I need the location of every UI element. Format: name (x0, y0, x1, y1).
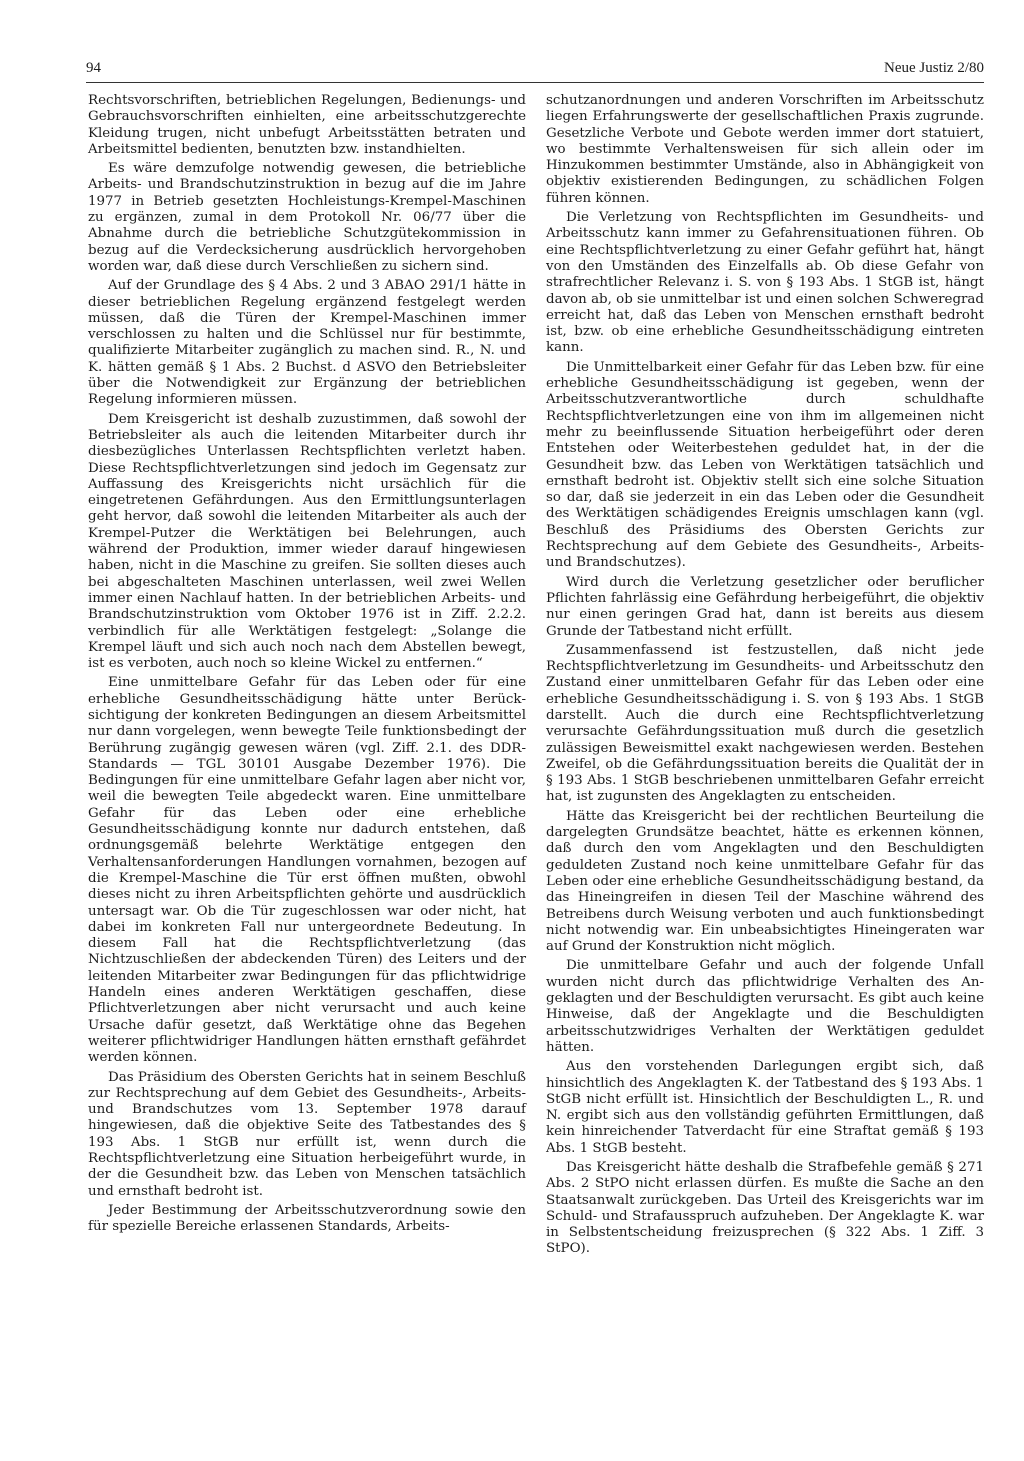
paragraph: Aus den vorstehenden Darlegungen ergibt sich, daß hinsichtlich des Angeklagten K. der Tatbestand des § 193 Abs. 1 StGB nicht erfüllt ist. Hinsichtlich der Beschuldigten L., R. und N. ergibt sich aus den vollständig geführten Ermittlungen, daß kein hinreichender Tatverdacht für eine Straftat gemäß § 193 Abs. 1 StGB besteht. (546, 1059, 984, 1156)
page-number: 94 (86, 60, 101, 76)
paragraph: Eine unmittelbare Gefahr für das Leben oder für eine erhebliche Gesundheitsschädigung hätte unter Berücksichtigung der konkreten Bedingungen an diesem Arbeitsmittel nur dann vorgelegen, wenn bewegte Teile funktionsbedingt der Berührung zugängig gewesen wären (vgl. Ziff. 2.1. des DDR-Standards — TGL 30101 Ausgabe Dezember 1976). Die Bedingungen für eine unmittelbare Gefahr lagen aber nicht vor, weil die bewegten Teile abgedeckt waren. Eine unmittelbare Gefahr für das Leben oder eine erhebliche Gesundheitsschädigung konnte nur dadurch entstehen, daß ordnungsgemäß belehrte Werktätige entgegen den Verhaltensanforderungen Handlungen vornahmen, bezogen auf die Krempel-Maschine die Tür erst öffnen mußten, obwohl dieses nicht zu ihren Arbeitspflichten gehörte und ausdrücklich untersagt war. Ob die Tür zugeschlossen war oder nicht, hat dabei im konkreten Fall nur untergeordnete Bedeutung. In diesem Fall hat die Rechtspflichtverletzung (das Nichtzuschließen der abdeckenden Türen) des Leiters und der leitenden Mitarbeiter zwar Bedingungen für das pflichtwidrige Handeln eines anderen Werktätigen geschaffen, diese Pflichtverletzungen aber nicht verursacht und auch keine Ursache dafür gesetzt, daß Werktätige ohne das Begehen weiterer pflichtwidriger Handlungen hätten ernsthaft gefährdet werden können. (88, 675, 526, 1066)
paragraph: Das Kreisgericht hätte deshalb die Strafbefehle gemäß § 271 Abs. 2 StPO nicht erlassen dürfen. Es mußte die Sache an den Staatsanwalt zurückgeben. Das Urteil des Kreisgerichts war im Schuld- und Strafausspruch aufzuheben. Der Angeklagte K. war in Selbstentscheidung freizusprechen (§ 322 Abs. 1 Ziff. 3 StPO). (546, 1160, 984, 1257)
paragraph: Rechtsvorschriften, betrieblichen Regelungen, Bedienungs- und Gebrauchsvorschriften einhielten, eine arbeitsschutzgerechte Kleidung trugen, nicht unbefugt Arbeitsstätten betraten und Arbeitsmittel bedienten, benutzten bzw. instandhielten. (88, 93, 526, 157)
paragraph: schutzanordnungen und anderen Vorschriften im Arbeitsschutz liegen Erfahrungswerte der gesellschaftlichen Praxis zugrunde. Gesetzliche Verbote und Gebote werden immer dort statuiert, wo bestimmte Verhaltensweisen für sich allein oder im Hinzukommen bestimmter Umstände, also in Abhängigkeit von objektiv existierenden Bedingungen, zu schädlichen Folgen führen können. (546, 93, 984, 206)
paragraph: Jeder Bestimmung der Arbeitsschutzverordnung sowie den für spezielle Bereiche erlassenen Standards, Arbeits- (88, 1202, 526, 1235)
page-header (86, 60, 984, 83)
paragraph: Wird durch die Verletzung gesetzlicher oder beruflicher Pflichten fahrlässig eine Gefährdung herbeigeführt, die objektiv nur einen geringen Grad hat, dann ist bereits aus diesem Grunde der Tatbestand nicht erfüllt. (546, 574, 984, 639)
paragraph: Dem Kreisgericht ist deshalb zuzustimmen, daß sowohl der Betriebsleiter als auch die leitenden Mitarbeiter durch ihr diesbezügliches Unterlassen Rechtspflichten verletzt haben. Diese Rechtspflichtverletzungen sind jedoch im Gegensatz zur Auffassung des Kreisgerichts nicht ursächlich für die eingetretenen Gefährdungen. Aus den Ermittlungsunterlagen geht hervor, daß sowohl die leitenden Mitarbeiter als auch der Krempel-Putzer die Werktätigen bei Belehrungen, auch während der Produktion, immer wieder darauf hingewiesen haben, nicht in die Maschine zu greifen. Sie sollten dieses auch bei abgeschalteten Maschinen unterlassen, weil zwei Wellen immer einen Nachlauf hatten. In der betrieblichen Arbeits- und Brandschutzinstruktion vom Oktober 1976 ist in Ziff. 2.2.2. verbindlich für alle Werktätigen festgelegt: „Solange die Krempel läuft und sich auch noch nach dem Abstellen bewegt, ist es verboten, auch noch so kleine Wickel zu entfernen.“ (88, 411, 526, 672)
right-column (546, 93, 984, 1261)
paragraph: Die Verletzung von Rechtspflichten im Gesundheits- und Arbeitsschutz kann immer zu Gefahrensituationen führen. Ob eine Rechtspflichtverletzung zu einer Gefahr geführt hat, hängt von den Umständen des Einzelfalls ab. Ob diese Gefahr von strafrechtlicher Relevanz i. S. von § 193 Abs. 1 StGB ist, hängt davon ab, ob sie unmittelbar ist und einen solchen Schweregrad erreicht hat, daß das Leben von Menschen ernsthaft bedroht ist, bzw. ob eine erhebliche Gesundheitsschädigung eintreten kann. (546, 210, 984, 356)
paragraph: Es wäre demzufolge notwendig gewesen, die betriebliche Arbeits- und Brandschutzinstruktion in bezug auf die im Jahre 1977 in Betrieb gesetzten Hochleistungs-Krempel-Maschinen zu ergänzen, zumal in dem Protokoll Nr. 06/77 über die Abnahme durch die betriebliche Schutzgütekommission in bezug auf die Verdecksicherung ausdrücklich hervorgehoben worden war, daß diese durch Verschließen zu sichern sind. (88, 161, 526, 274)
journal-reference: Neue Justiz 2/80 (884, 60, 984, 76)
paragraph: Zusammenfassend ist festzustellen, daß nicht jede Rechtspflichtverletzung im Gesundheits- und Arbeitsschutz den Zustand einer unmittelbaren Gefahr für das Leben oder eine erhebliche Gesundheitsschädigung i. S. von § 193 Abs. 1 StGB darstellt. Auch die durch eine Rechtspflichtverletzung verursachte Gefährdungssituation muß durch die gesetzlich zulässigen Beweismittel exakt nachgewiesen werden. Bestehen Zweifel, ob die Gefährdungssituation bereits die Qualität der in § 193 Abs. 1 StGB beschriebenen unmittelbaren Gefahr erreicht hat, ist zugunsten des Angeklagten zu entscheiden. (546, 642, 984, 805)
paragraph: Das Präsidium des Obersten Gerichts hat in seinem Beschluß zur Rechtsprechung auf dem Gebiet des Gesundheits-, Arbeits- und Brandschutzes vom 13. September 1978 darauf hingewiesen, daß die objektive Seite des Tatbestandes des § 193 Abs. 1 StGB nur erfüllt ist, wenn durch die Rechtspflichtverletzung eine Situation herbeigeführt wurde, in der die Gesundheit bzw. das Leben von Menschen tatsächlich und ernsthaft bedroht ist. (88, 1069, 526, 1199)
paragraph: Die Unmittelbarkeit einer Gefahr für das Leben bzw. für eine erhebliche Gesundheitsschädigung ist gegeben, wenn der Arbeitsschutzverantwortliche durch schuldhafte Rechtspflichtverletzungen eine von ihm im allgemeinen nicht mehr zu beeinflussende Situation herbeigeführt oder deren Entstehen oder Weiterbestehen geduldet hat, in der die Gesundheit bzw. das Leben von Werktätigen tatsächlich und ernsthaft bedroht ist. Objektiv stellt sich eine solche Situation so dar, daß sie jederzeit in ein das Leben oder die Gesundheit des Werktätigen schädigendes Ereignis umschlagen kann (vgl. Beschluß des Präsidiums des Obersten Gerichts zur Rechtsprechung auf dem Gebiete des Gesundheits-, Arbeits- und Brandschutzes). (546, 359, 984, 571)
paragraph: Die unmittelbare Gefahr und auch der folgende Unfall wurden nicht durch das pflichtwidrige Verhalten des Angeklagten und der Beschuldigten verursacht. Es gibt auch keine Hinweise, daß der Angeklagte und die Beschuldigten arbeitsschutzwidriges Verhalten der Werktätigen geduldet hätten. (546, 958, 984, 1055)
left-column (88, 93, 526, 1238)
paragraph: Auf der Grundlage des § 4 Abs. 2 und 3 ABAO 291/1 hätte in dieser betrieblichen Regelung ergänzend festgelegt werden müssen, daß die Türen der Krempel-Maschinen immer verschlossen zu halten und die Schlüssel nur für bestimmte, qualifizierte Mitarbeiter zugänglich zu machen sind. R., N. und K. hätten gemäß § 1 Abs. 2 Buchst. d ASVO den Betriebsleiter über die Notwendigkeit zur Ergänzung der betrieblichen Regelung informieren müssen. (88, 278, 526, 408)
paragraph: Hätte das Kreisgericht bei der rechtlichen Beurteilung die dargelegten Grundsätze beachtet, hätte es erkennen können, daß durch den vom Angeklagten und den Beschuldigten geduldeten Zustand noch keine unmittelbare Gefahr für das Leben oder eine erhebliche Gesundheitsschädigung bestand, da das Hineingreifen in diesen Teil der Maschine während des Betreibens durch Weisung verboten und auch funktionsbedingt nicht notwendig war. Ein unbeabsichtigtes Hineingeraten war auf Grund der Konstruktion nicht möglich. (546, 808, 984, 955)
